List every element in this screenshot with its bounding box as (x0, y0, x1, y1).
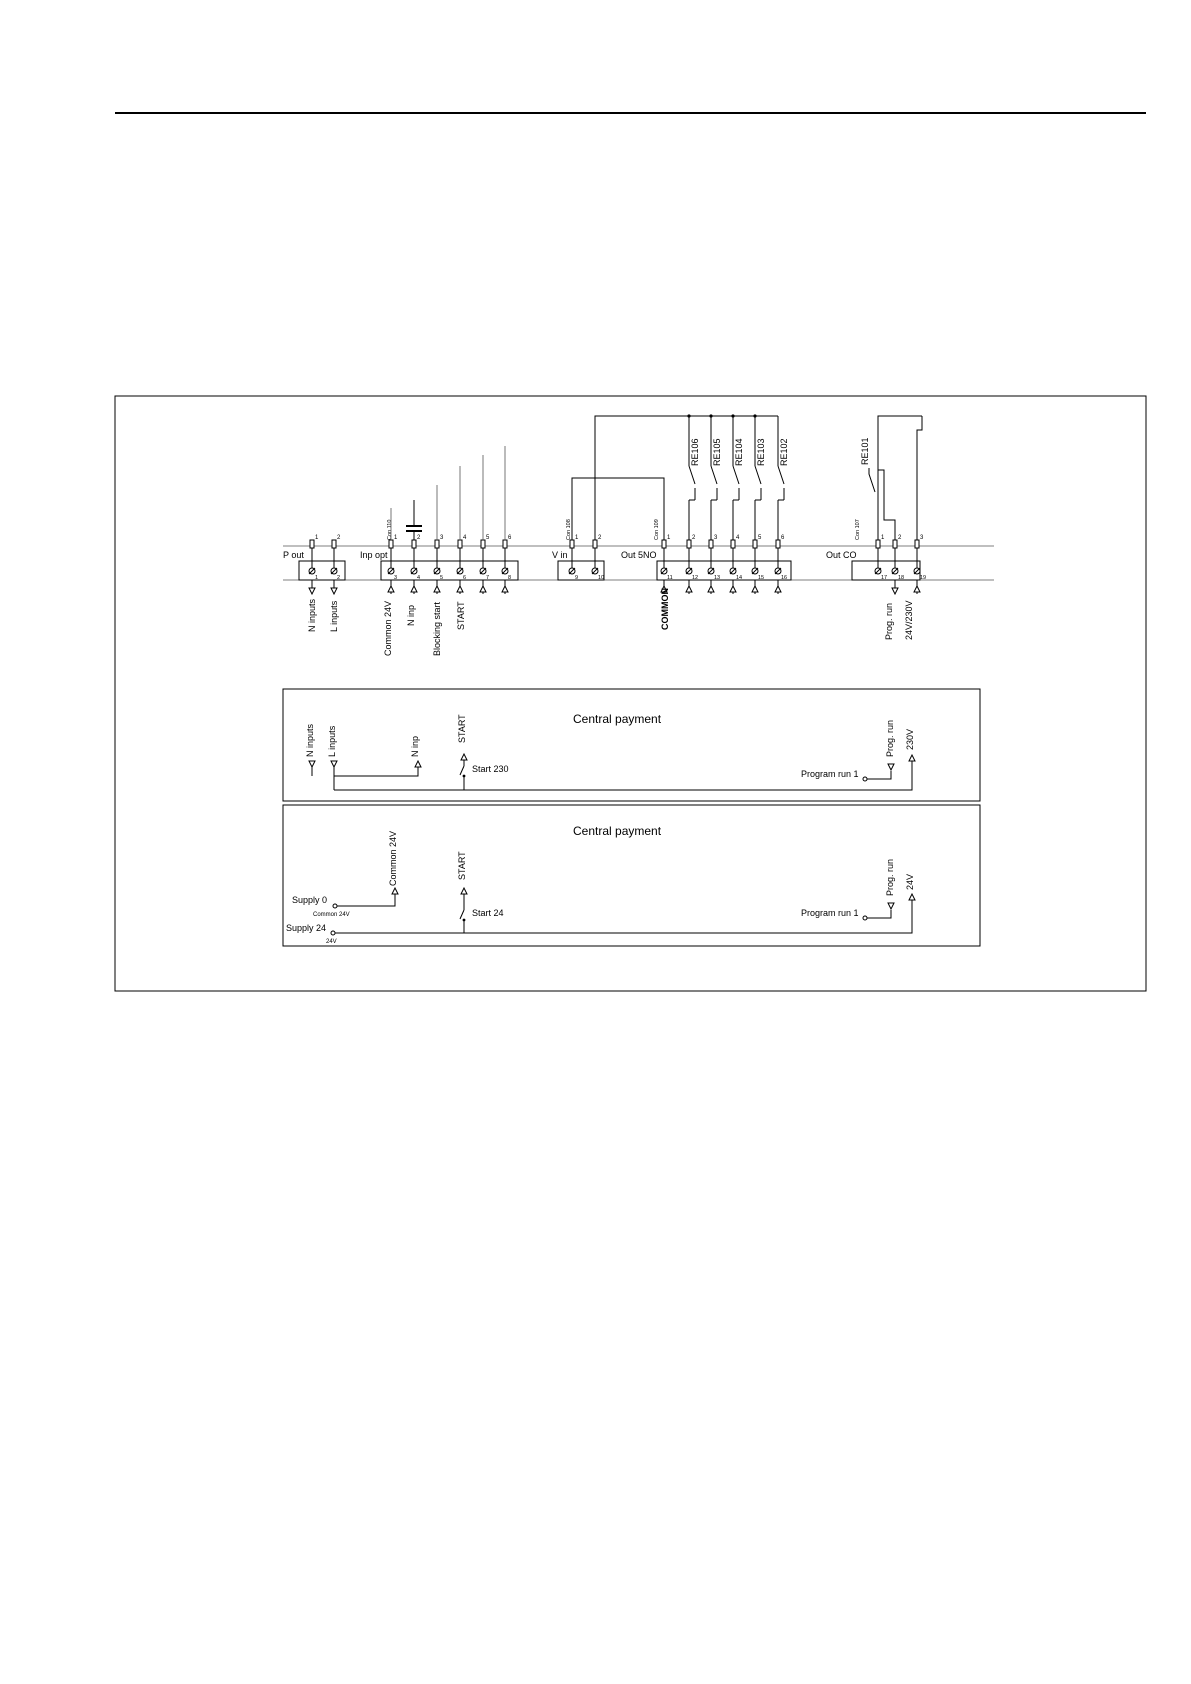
panel-24-supply24: Supply 24 (286, 923, 327, 933)
panel-24-title: Central payment (573, 824, 662, 838)
relay-label: RE102 (779, 438, 789, 466)
relay-label: RE104 (734, 438, 744, 466)
signal-start: START (456, 601, 466, 630)
panel-230-frame (283, 689, 980, 801)
group-label-out-co: Out CO (826, 550, 857, 560)
terminal-number: 11 (667, 575, 673, 581)
pin-number: 6 (781, 535, 785, 541)
signal-n-inp: N inp (406, 604, 416, 626)
arrow-up-icon (415, 761, 421, 767)
panel-24-program-run: Program run 1 (801, 908, 859, 918)
terminal-dot-icon (331, 931, 335, 935)
group-label-inp-opt: Inp opt (360, 550, 388, 560)
pin-number: 1 (881, 535, 885, 541)
arrow-down-icon (892, 588, 898, 594)
terminal-number: 18 (898, 575, 905, 581)
connector-con110: Con 110 (387, 519, 393, 540)
terminal-number: 19 (920, 575, 927, 581)
relay-contact-re106 (689, 416, 700, 540)
relay-label-re101: RE101 (860, 437, 870, 465)
panel-230-title: Central payment (573, 712, 662, 726)
pin-number: 1 (394, 535, 398, 541)
terminal-number: 14 (736, 575, 743, 581)
arrow-up-icon (457, 586, 463, 592)
arrow-down-icon (309, 761, 315, 767)
panel-230-n-inputs: N inputs (305, 723, 315, 757)
terminal-number: 16 (781, 575, 788, 581)
terminal-block-inp-opt (381, 561, 518, 580)
terminal-dot-icon (863, 777, 867, 781)
terminal-number: 7 (486, 575, 490, 581)
terminal-number: 15 (758, 575, 765, 581)
panel-24-supply0-sub: Common 24V (313, 912, 350, 918)
terminal-number: 13 (714, 575, 721, 581)
arrow-up-icon (480, 586, 486, 592)
terminal-number: 2 (337, 575, 341, 581)
panel-230-voltage: 230V (905, 728, 915, 750)
arrow-up-icon (730, 586, 736, 592)
relay-contact-re102 (778, 416, 789, 540)
connector-con108: Con 108 (566, 519, 572, 540)
signal-prog-run: Prog. run (884, 602, 894, 640)
relay-label: RE103 (756, 438, 766, 466)
panel-230-n-inp: N inp (410, 735, 420, 757)
arrow-down-icon (888, 903, 894, 909)
arrow-up-icon (775, 586, 781, 592)
figure-frame (115, 396, 1146, 991)
terminal-number: 4 (417, 575, 421, 581)
arrow-up-icon (909, 755, 915, 761)
group-label-v-in: V in (552, 550, 568, 560)
signal-common-24v: Common 24V (383, 600, 393, 656)
arrow-up-icon (914, 586, 920, 592)
relay-layer (689, 416, 789, 540)
terminal-number: 12 (692, 575, 699, 581)
connector-con107: Con 107 (855, 519, 861, 540)
relay-contact-re104 (733, 416, 744, 540)
pin-number: 2 (692, 535, 696, 541)
arrow-up-icon (388, 586, 394, 592)
terminal-number: 3 (394, 575, 398, 581)
panel-230-prog-run: Prog. run (885, 719, 895, 757)
panel-24-prog-run: Prog. run (885, 858, 895, 896)
terminal-diagram (283, 414, 994, 656)
arrow-up-icon (461, 888, 467, 894)
terminal-dot-icon (863, 916, 867, 920)
pin-number: 6 (508, 535, 512, 541)
arrow-up-icon (502, 586, 508, 592)
signal-n-inputs: N inputs (307, 598, 317, 632)
relay-contact-re101 (860, 416, 922, 540)
terminal-dot-icon (333, 904, 337, 908)
terminal-number: 17 (881, 575, 888, 581)
arrow-up-icon (434, 586, 440, 592)
capacitor-icon (406, 500, 422, 540)
panel-230-start: START (457, 714, 467, 743)
arrow-up-icon (461, 754, 467, 760)
terminal-number: 1 (315, 575, 319, 581)
terminal-number: 9 (575, 575, 579, 581)
signal-blocking-start: Blocking start (432, 601, 442, 656)
wire-v-in-loop (572, 478, 664, 540)
signal-common: COMMON (660, 588, 670, 630)
panel-24-supply24-sub: 24V (326, 939, 337, 945)
arrow-down-icon (331, 588, 337, 594)
pin-v_in-2 (592, 535, 604, 581)
panel-24-start: START (457, 851, 467, 880)
terminal-number: 10 (598, 575, 605, 581)
pin-number: 2 (417, 535, 421, 541)
pin-number: 5 (486, 535, 490, 541)
group-label-out-5no: Out 5NO (621, 550, 657, 560)
group-label-p-out: P out (283, 550, 304, 560)
pin-number: 2 (898, 535, 902, 541)
arrow-up-icon (686, 586, 692, 592)
pin-number: 3 (920, 535, 924, 541)
arrow-down-icon (331, 761, 337, 767)
signal-l-inputs: L inputs (329, 600, 339, 632)
signal-24v-230v: 24V/230V (904, 600, 914, 640)
terminal-number: 8 (508, 575, 512, 581)
pin-number: 4 (736, 535, 740, 541)
panel-230-l-inputs: L inputs (327, 725, 337, 757)
pin-number: 1 (667, 535, 671, 541)
pin-number: 5 (758, 535, 762, 541)
panel-central-payment-24 (283, 805, 980, 946)
panel-24-voltage: 24V (905, 873, 915, 890)
pin-number: 2 (598, 535, 602, 541)
arrow-up-icon (392, 888, 398, 894)
arrow-up-icon (708, 586, 714, 592)
relay-contact-re103 (755, 416, 766, 540)
panel-central-payment-230 (283, 689, 980, 801)
terminal-number: 5 (440, 575, 444, 581)
relay-label: RE106 (690, 438, 700, 466)
arrow-up-icon (752, 586, 758, 592)
panel-24-start-switch: Start 24 (472, 908, 504, 918)
pin-number: 3 (714, 535, 718, 541)
terminal-block-out-5no (657, 561, 791, 580)
pin-number: 1 (315, 535, 319, 541)
panel-230-start-switch: Start 230 (472, 764, 509, 774)
pin-number: 3 (440, 535, 444, 541)
relay-contact-re105 (711, 416, 722, 540)
relay-label: RE105 (712, 438, 722, 466)
connector-con109: Con 109 (654, 519, 660, 540)
pin-number: 2 (337, 535, 341, 541)
arrow-down-icon (309, 588, 315, 594)
panel-24-common-24v: Common 24V (388, 830, 398, 886)
arrow-up-icon (909, 894, 915, 900)
panel-24-supply0: Supply 0 (292, 895, 328, 905)
arrow-down-icon (888, 764, 894, 770)
pin-out_co-1 (875, 535, 887, 581)
pin-number: 4 (463, 535, 467, 541)
pin-number: 1 (575, 535, 579, 541)
terminal-number: 6 (463, 575, 467, 581)
panel-230-program-run: Program run 1 (801, 769, 859, 779)
arrow-up-icon (411, 586, 417, 592)
